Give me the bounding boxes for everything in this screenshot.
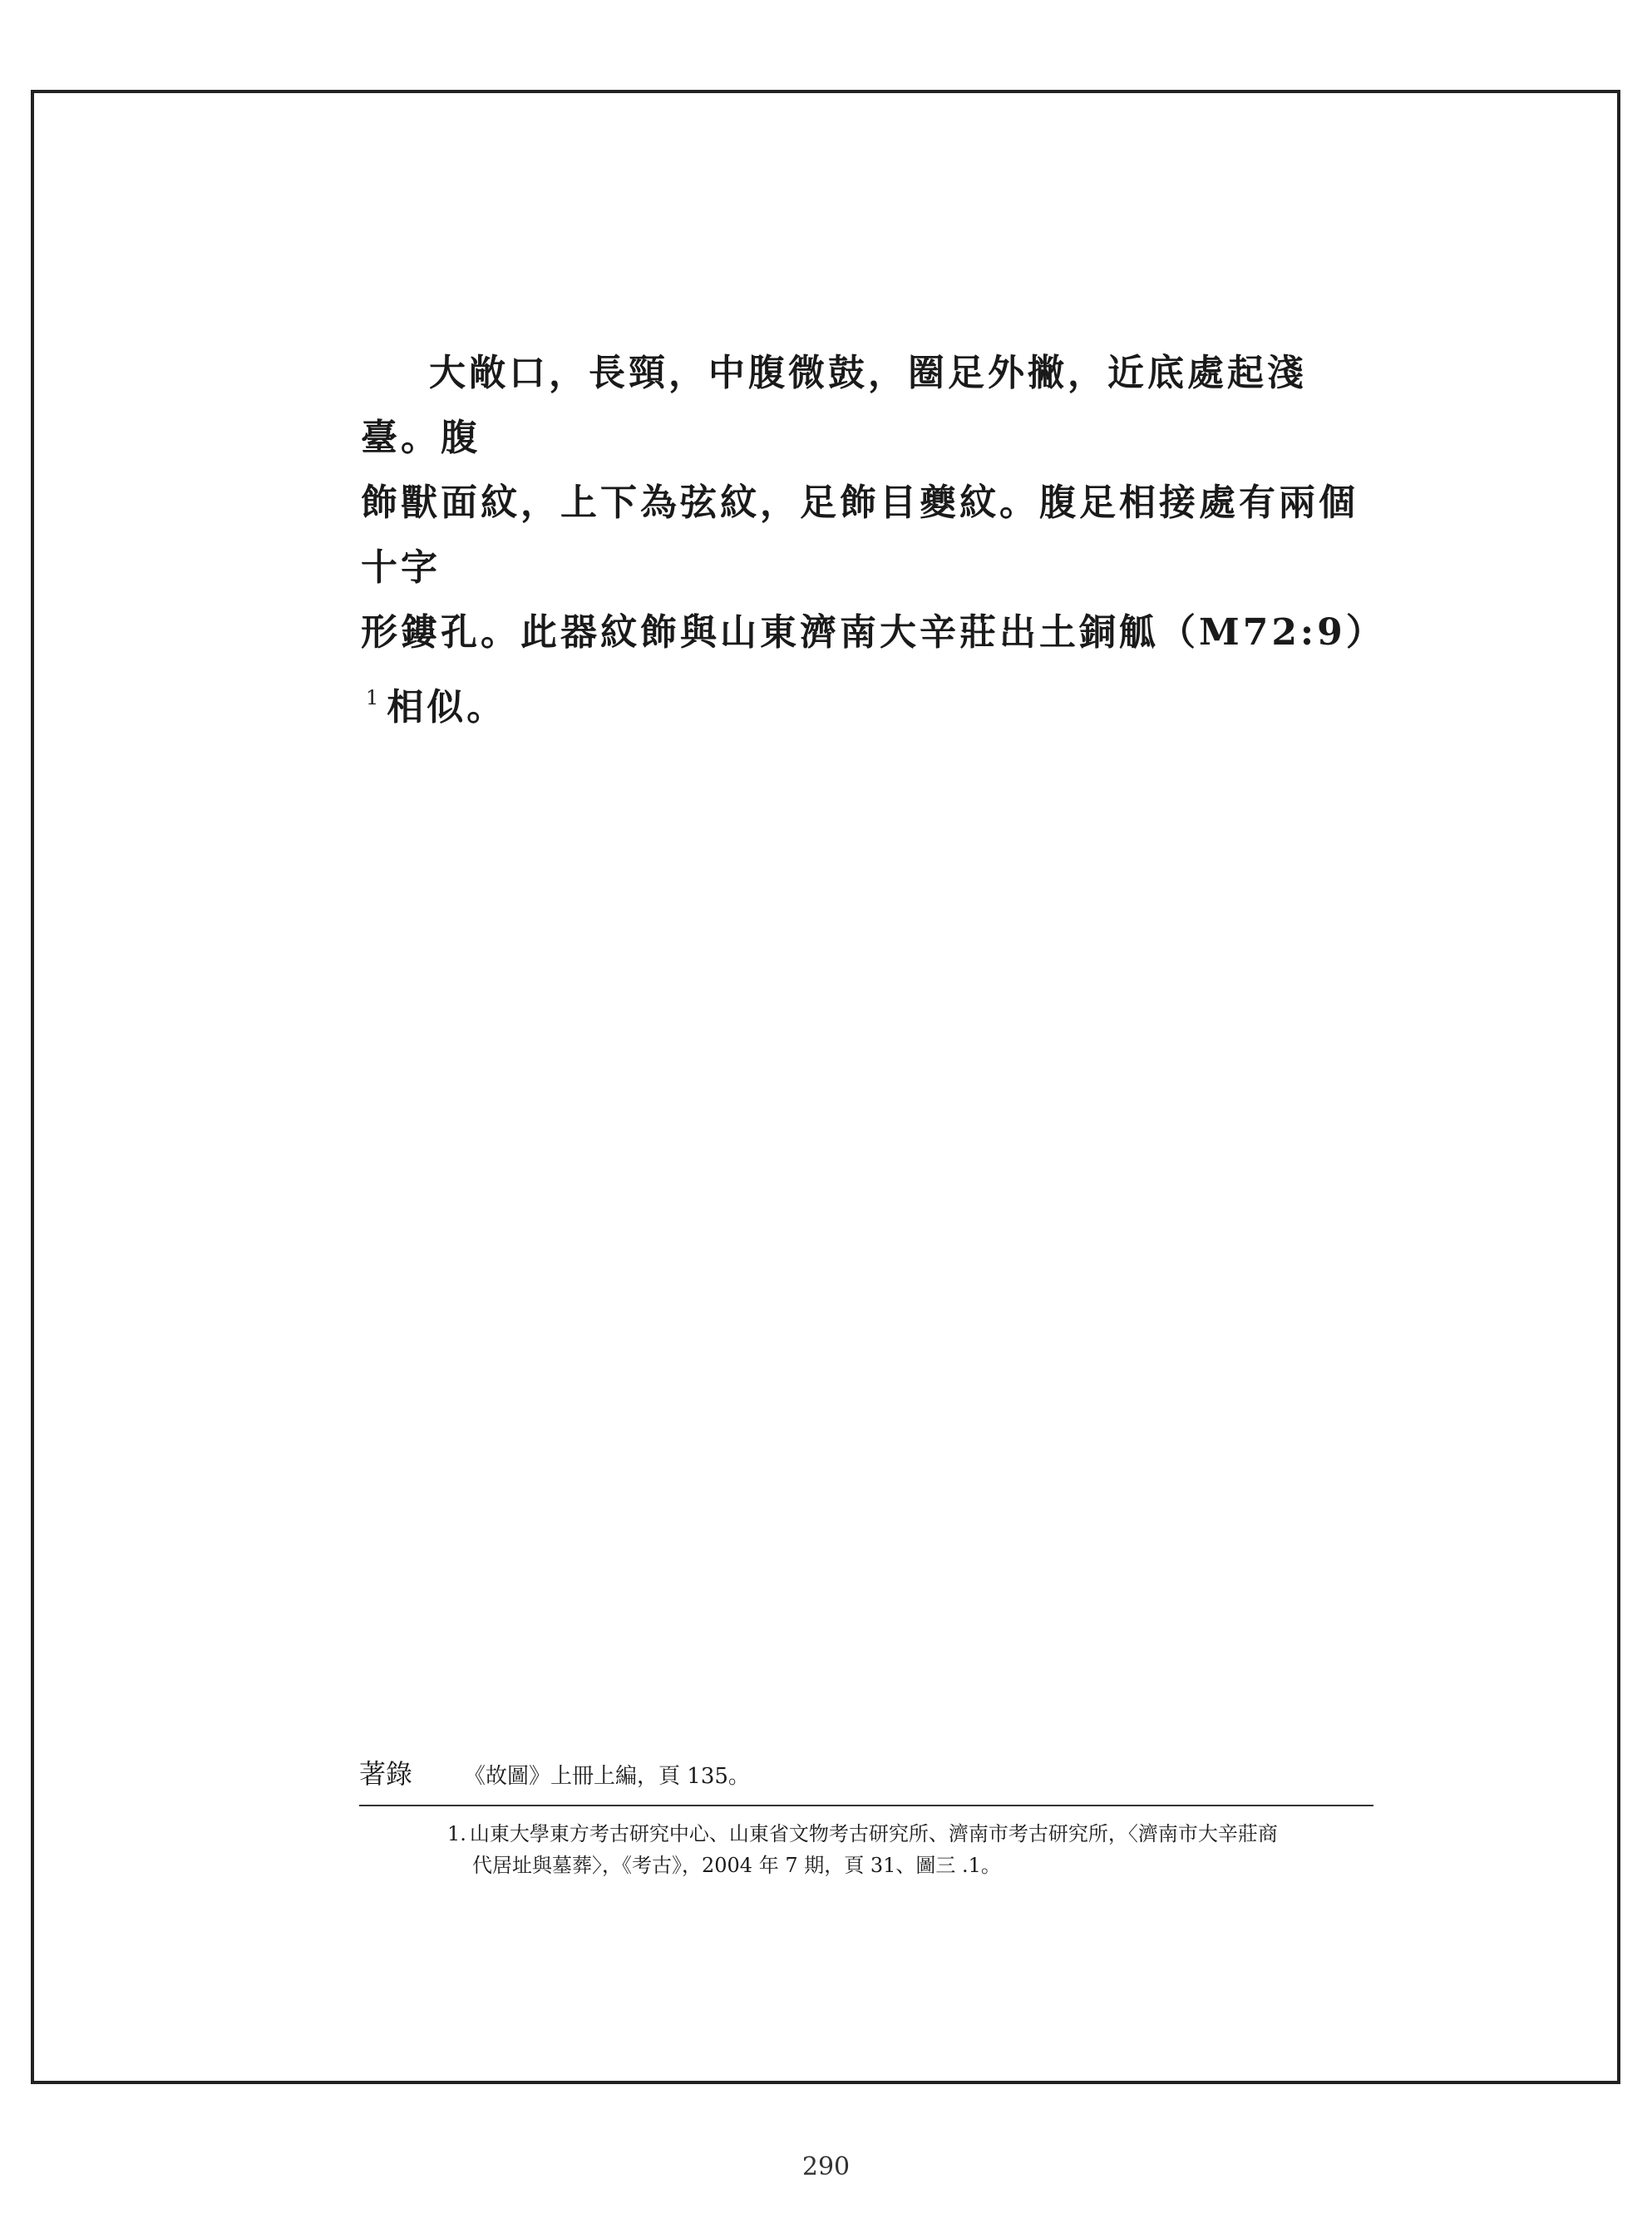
description-paragraph [361,341,1386,740]
footnote-line-1 [447,1818,1378,1850]
footnote-line-2: 代居址與墓葬〉，《考古》，2004 年 7 期，頁 31、圖三 .1。 [472,1854,1001,1877]
footnote-reference[interactable]: 1 [366,686,382,709]
paragraph-line-2: 飾獸面紋，上下為弦紋，足飾目夔紋。腹足相接處有兩個十字 [361,482,1359,589]
record-label: 著錄 [359,1758,413,1790]
paragraph-line-3-text: 形鏤孔。此器紋飾與山東濟南大辛莊出土銅觚（M72:9） [361,611,1386,654]
footnote [447,1818,1378,1881]
footnote-number: 1. [447,1822,466,1845]
paragraph-line-3-end: 相似。 [387,686,507,729]
record-value: 《故圖》上冊上編，頁 135。 [464,1764,750,1789]
footnote-divider [359,1805,1373,1806]
paragraph-line-3 [361,600,1386,740]
paragraph-line-1-text: 大敞口，長頸，中腹微鼓，圈足外撇，近底處起淺臺。腹 [361,352,1307,459]
page-number: 290 [801,2152,851,2181]
footnote-line-1-text: 山東大學東方考古研究中心、山東省文物考古研究所、濟南市考古研究所，〈濟南市大辛莊商 [469,1822,1278,1845]
paragraph-line-1 [361,341,1383,471]
bibliographic-record [359,1753,750,1791]
